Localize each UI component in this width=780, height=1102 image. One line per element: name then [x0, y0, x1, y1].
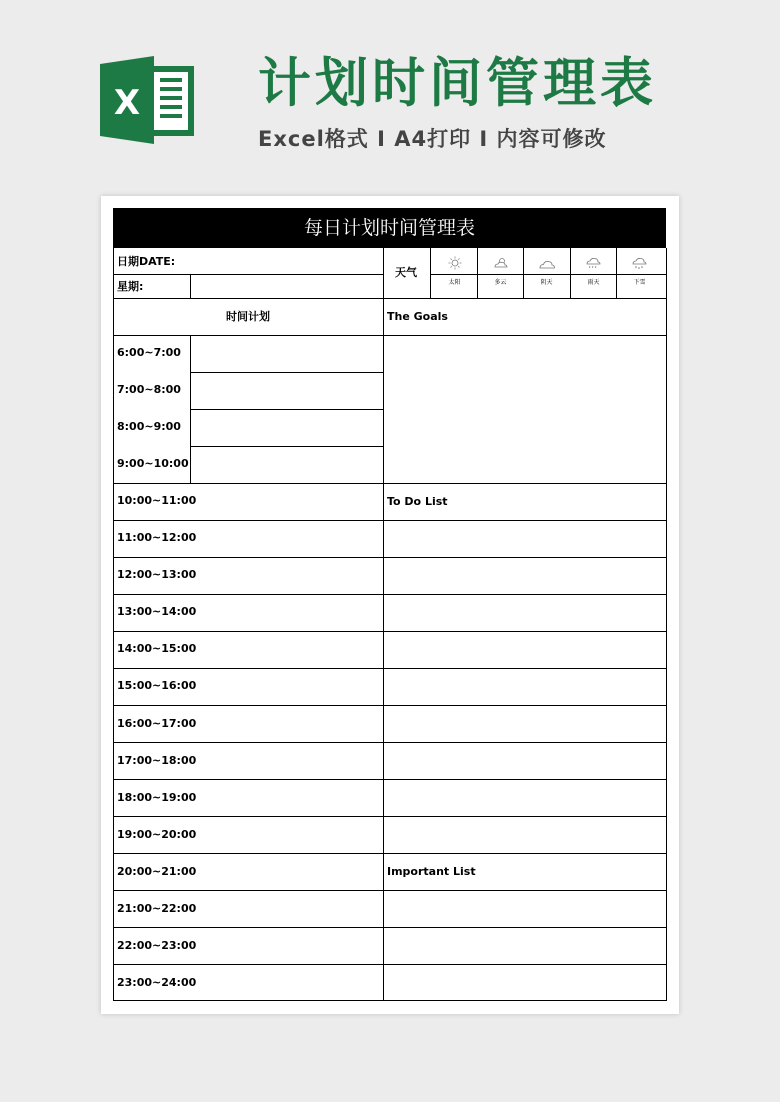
page-title: 计划时间管理表	[258, 53, 657, 114]
time-slot-label: 7:00~8:00	[117, 383, 181, 397]
time-slot-label: 21:00~22:00	[117, 901, 197, 915]
weather-option-label: 下雪	[633, 279, 646, 286]
grid-line	[383, 335, 667, 336]
weather-option-label: 阴天	[540, 279, 553, 286]
weather-option-label: 多云	[494, 279, 507, 286]
excel-logo-icon	[100, 56, 198, 144]
grid-line	[430, 274, 667, 275]
grid-line	[113, 557, 667, 558]
time-slot-label: 10:00~11:00	[117, 494, 197, 508]
grid-line	[113, 964, 667, 965]
middle-divider	[383, 248, 384, 1001]
grid-line	[190, 274, 191, 299]
grid-line	[190, 409, 384, 410]
time-slot-label: 11:00~12:00	[117, 531, 197, 545]
grid-line	[113, 927, 667, 928]
time-slot-label: 17:00~18:00	[117, 753, 197, 767]
time-slot-label: 18:00~19:00	[117, 790, 197, 804]
grid-line	[113, 705, 667, 706]
page-subtitle: Excel格式 I A4打印 I 内容可修改	[258, 127, 607, 151]
rain-icon[interactable]	[584, 256, 602, 270]
time-slot-label: 14:00~15:00	[117, 642, 197, 656]
time-slot-label: 16:00~17:00	[117, 716, 197, 730]
time-slot-label: 9:00~10:00	[117, 457, 189, 471]
grid-line	[113, 298, 667, 299]
time-slot-label: 15:00~16:00	[117, 679, 197, 693]
border-bottom	[113, 1000, 667, 1001]
weather-label: 天气	[395, 266, 417, 279]
time-slot-label: 13:00~14:00	[117, 605, 197, 619]
sun-icon[interactable]	[446, 256, 464, 270]
overcast-icon[interactable]	[538, 256, 556, 270]
snow-icon[interactable]	[630, 256, 648, 270]
grid-line	[113, 742, 667, 743]
important-label: Important List	[387, 865, 476, 878]
time-slot-label: 23:00~24:00	[117, 975, 197, 989]
grid-line	[190, 372, 384, 373]
grid-line	[113, 631, 667, 632]
weekday-label: 星期:	[117, 280, 144, 293]
date-label: 日期DATE:	[117, 255, 176, 268]
sheet-title: 每日计划时间管理表	[113, 208, 666, 248]
time-slot-label: 12:00~13:00	[117, 568, 197, 582]
todo-label: To Do List	[387, 495, 448, 508]
logo-letter: X	[113, 83, 141, 123]
border-right	[666, 248, 667, 1001]
border-left	[113, 248, 114, 1001]
time-slot-label: 20:00~21:00	[117, 864, 197, 878]
grid-line	[113, 816, 667, 817]
cloudy-icon[interactable]	[492, 256, 510, 270]
grid-line	[113, 668, 667, 669]
grid-line	[113, 594, 667, 595]
goals-label: The Goals	[387, 310, 448, 323]
time-slot-label: 6:00~7:00	[117, 346, 181, 359]
grid-line	[190, 335, 191, 484]
weather-option-label: 太阳	[448, 279, 461, 286]
grid-line	[113, 335, 384, 336]
grid-line	[113, 853, 667, 854]
grid-line	[113, 779, 667, 780]
weather-option-label: 雨天	[587, 279, 600, 286]
grid-line	[113, 520, 667, 521]
grid-line	[113, 483, 667, 484]
grid-line	[190, 446, 384, 447]
time-slot-label: 19:00~20:00	[117, 827, 197, 841]
grid-line	[113, 274, 384, 275]
grid-line	[113, 890, 667, 891]
time-slot-label: 8:00~9:00	[117, 420, 181, 434]
time-plan-header: 时间计划	[226, 310, 270, 323]
time-slot-label: 22:00~23:00	[117, 938, 197, 952]
